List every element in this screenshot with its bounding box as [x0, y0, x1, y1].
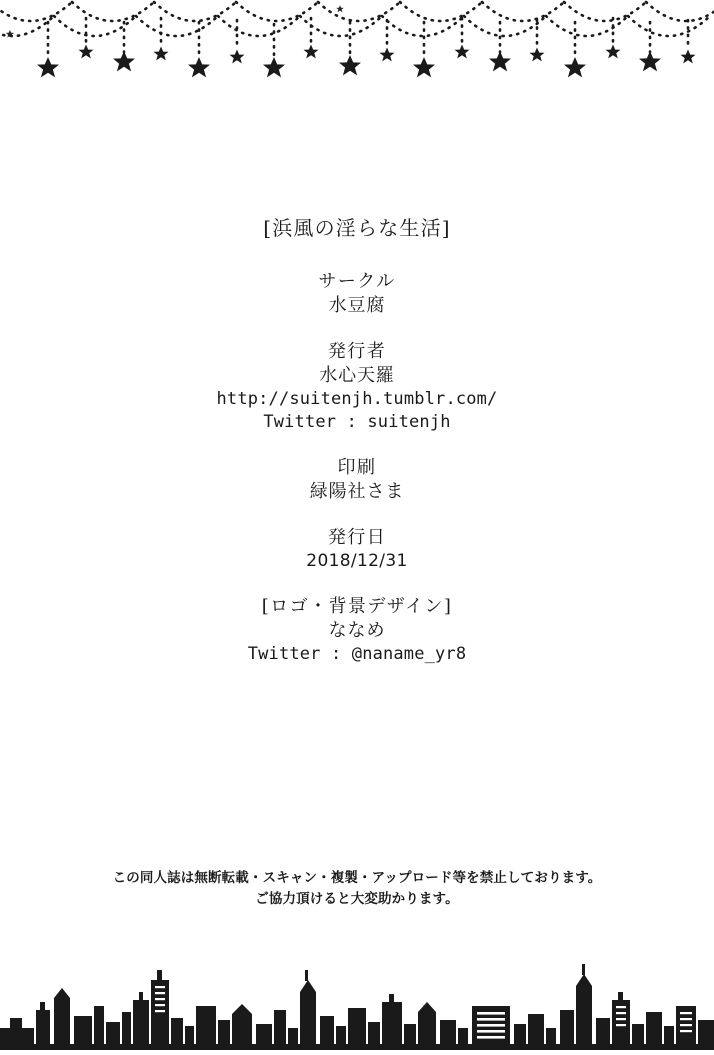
- copyright-notice: [0, 868, 714, 910]
- star-garland-decoration: [0, 0, 714, 95]
- section-label-printing: 印刷: [337, 456, 377, 478]
- section-value-publication-date: 2018/12/31: [306, 551, 408, 572]
- section-value-publisher-twitter[interactable]: Twitter : suitenjh: [263, 412, 451, 432]
- section-value-design-twitter[interactable]: Twitter : @naname_yr8: [247, 644, 467, 665]
- section-label-circle: サークル: [318, 270, 396, 292]
- section-label-publication-date: 発行日: [327, 526, 387, 548]
- colophon-block: [0, 215, 714, 688]
- colophon-section-design: [0, 595, 714, 666]
- notice-line-2: ご協力頂けると大変助かります。: [255, 890, 459, 907]
- colophon-section-publisher: [0, 340, 714, 434]
- colophon-section-publication-date: [0, 526, 714, 573]
- city-skyline-silhouette: [0, 940, 714, 1050]
- section-label-publisher: 発行者: [327, 341, 387, 363]
- section-value-publisher-name: 水心天羅: [319, 365, 395, 387]
- page-title: [浜風の淫らな生活]: [263, 216, 451, 240]
- section-value-publisher-url[interactable]: http://suitenjh.tumblr.com/: [216, 389, 498, 410]
- section-label-design: [ロゴ・背景デザイン]: [261, 595, 453, 617]
- notice-line-1: この同人誌は無断転載・スキャン・複製・アップロード等を禁止しております。: [112, 870, 602, 886]
- colophon-section-printing: [0, 456, 714, 504]
- colophon-section-circle: [0, 270, 714, 318]
- section-value-design-name: ななめ: [328, 619, 386, 641]
- section-value-circle-name: 水豆腐: [328, 294, 386, 316]
- section-value-printing-name: 緑陽社さま: [309, 480, 405, 502]
